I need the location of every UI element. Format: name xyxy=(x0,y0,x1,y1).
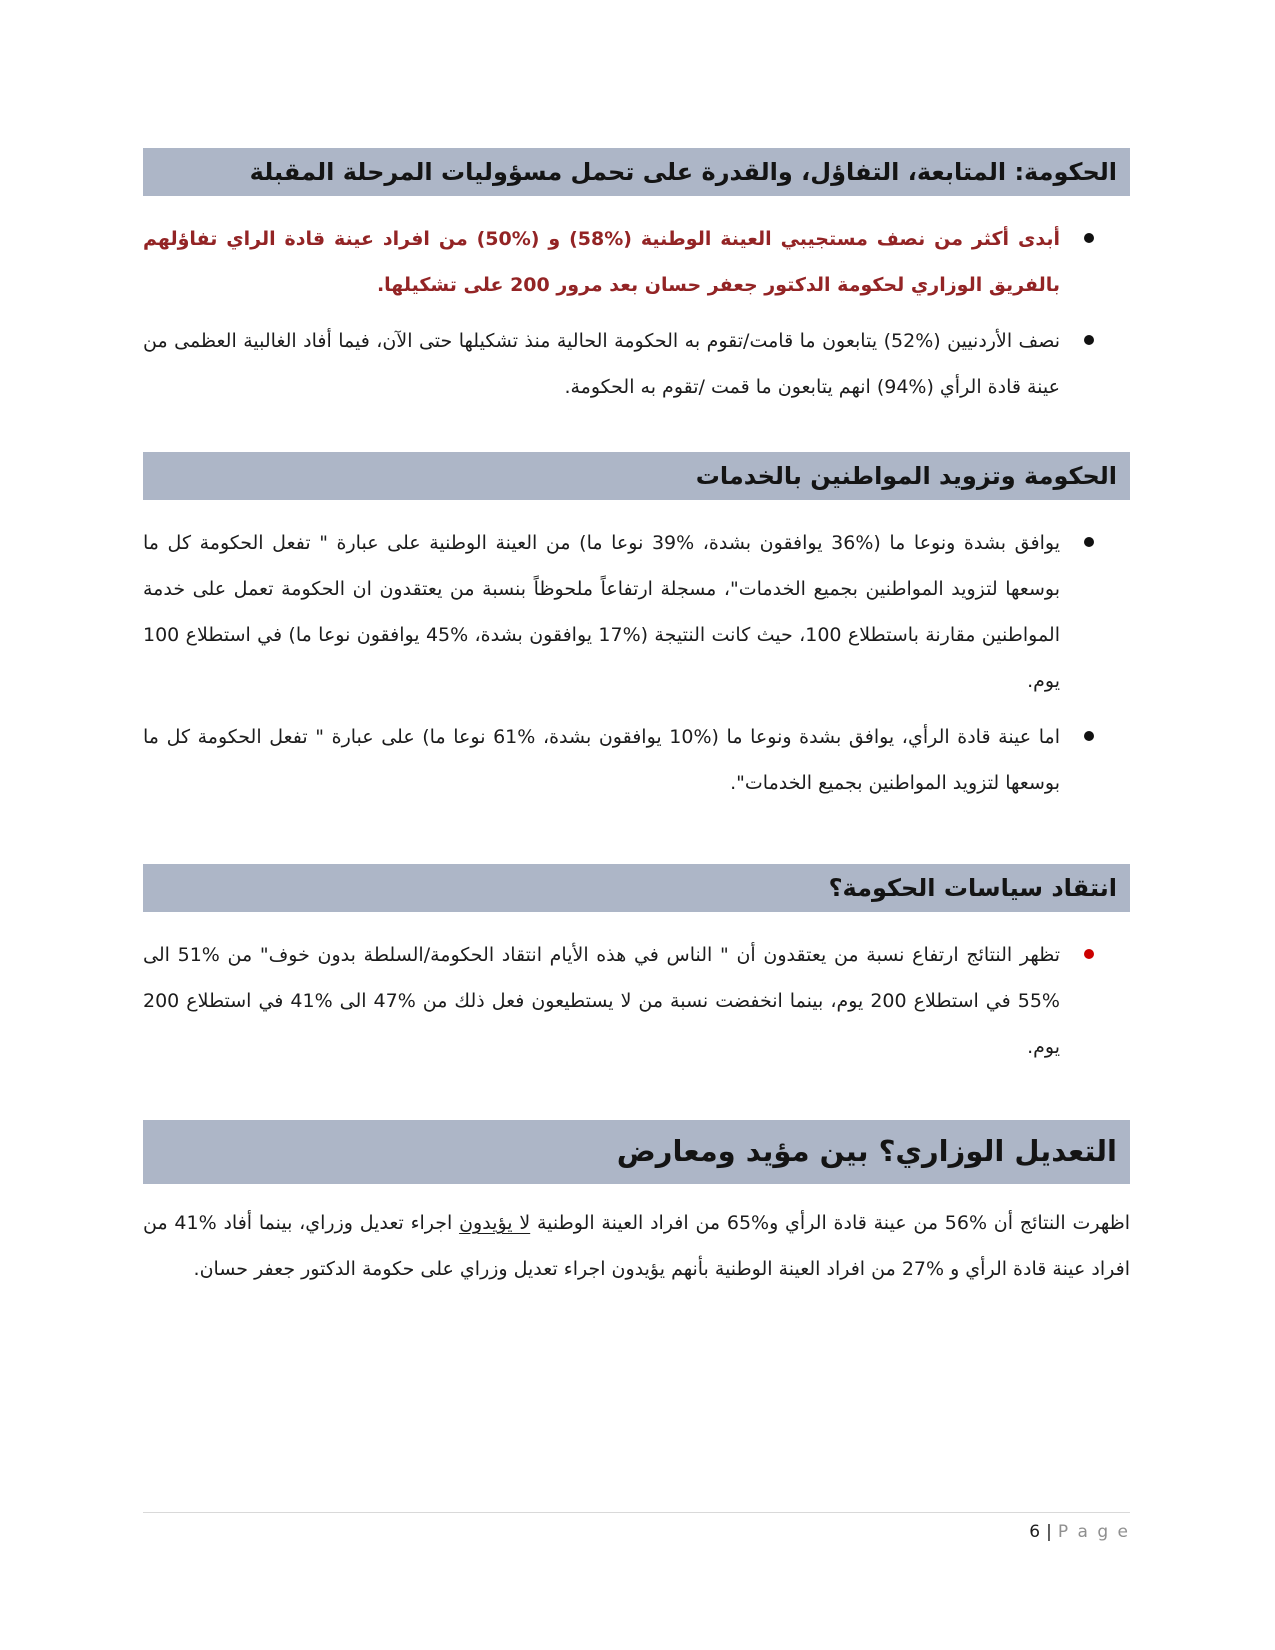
bullet-item xyxy=(143,318,1130,410)
bullet-marker xyxy=(1084,731,1094,741)
section-reshuffle xyxy=(143,1120,1130,1292)
bullet-text: تظهر النتائج ارتفاع نسبة من يعتقدون أن " الناس في هذه الأيام انتقاد الحكومة/السلطة بدون خوف" من %51 الى %55 في استطلاع 200 يوم، بينما انخفضت نسبة من لا يستطيعون فعل ذلك من %47 الى %41 في استطلاع 200 يوم. xyxy=(143,944,1060,1058)
bullet-marker xyxy=(1084,537,1094,547)
page-footer xyxy=(143,1512,1130,1542)
bullet-item xyxy=(143,714,1130,806)
section-services xyxy=(143,452,1130,806)
bullet-text: أبدى أكثر من نصف مستجيبي العينة الوطنية (%58) و (%50) من افراد عينة قادة الراي تفاؤلهم بالفريق الوزاري لحكومة الدكتور جعفر حسان بعد مرور 200 على تشكيلها. xyxy=(143,228,1060,296)
section-header-bar xyxy=(143,452,1130,500)
section-header-bar xyxy=(143,864,1130,912)
section-title: انتقاد سياسات الحكومة؟ xyxy=(828,873,1117,902)
bullet-marker xyxy=(1084,949,1094,959)
bullet-item xyxy=(143,520,1130,704)
bullet-item xyxy=(143,216,1130,308)
bullet-text: اما عينة قادة الرأي، يوافق بشدة ونوعا ما (%10 يوافقون بشدة، %61 نوعا ما) على عبارة " تفعل الحكومة كل ما بوسعها لتزويد المواطنين بجميع الخدمات". xyxy=(143,726,1060,794)
bullet-list xyxy=(143,520,1130,806)
bullet-marker xyxy=(1084,233,1094,243)
paragraph-text-after: اجراء تعديل وزراي، بينما أفاد %41 من افراد عينة قادة الرأي و %27 من افراد العينة الوطنية بأنهم يؤيدون اجراء تعديل وزراي على حكومة الدكتور جعفر حسان. xyxy=(143,1212,1130,1280)
page-number: 6 xyxy=(1029,1522,1041,1542)
closing-paragraph xyxy=(143,1200,1130,1292)
bullet-text: يوافق بشدة ونوعا ما (%36 يوافقون بشدة، %39 نوعا ما) من العينة الوطنية على عبارة " تفعل الحكومة كل ما بوسعها لتزويد المواطنين بجميع الخدمات"، مسجلة ارتفاعاً ملحوظاً بنسبة من يعتقدون ان الحكومة تعمل على خدمة المواطنين مقارنة باستطلاع 100، حيث كانت النتيجة (%17 يوافقون بشدة، %45 يوافقون نوعا ما) في استطلاع 100 يوم. xyxy=(143,532,1060,692)
bullet-list xyxy=(143,932,1130,1070)
bullet-marker xyxy=(1084,335,1094,345)
section-header-bar xyxy=(143,148,1130,196)
section-title: الحكومة وتزويد المواطنين بالخدمات xyxy=(695,461,1117,490)
footer-page-label: P a g e xyxy=(1057,1522,1130,1542)
bullet-item xyxy=(143,932,1130,1070)
section-header-bar xyxy=(143,1120,1130,1184)
section-government-followup xyxy=(143,148,1130,410)
bullet-list xyxy=(143,216,1130,410)
bullet-text: نصف الأردنيين (%52) يتابعون ما قامت/تقوم به الحكومة الحالية منذ تشكيلها حتى الآن، فيما أفاد الغالبية العظمى من عينة قادة الرأي (%94) انهم يتابعون ما قمت /تقوم به الحكومة. xyxy=(143,330,1060,398)
footer-divider: | xyxy=(1046,1522,1052,1542)
section-criticism xyxy=(143,864,1130,1070)
paragraph-text-underlined: لا يؤيدون xyxy=(459,1212,531,1234)
paragraph-text-before: اظهرت النتائج أن %56 من عينة قادة الرأي و%65 من افراد العينة الوطنية xyxy=(530,1212,1130,1234)
section-title: الحكومة: المتابعة، التفاؤل، والقدرة على تحمل مسؤوليات المرحلة المقبلة xyxy=(249,157,1117,186)
section-title: التعديل الوزاري؟ بين مؤيد ومعارض xyxy=(616,1134,1117,1169)
